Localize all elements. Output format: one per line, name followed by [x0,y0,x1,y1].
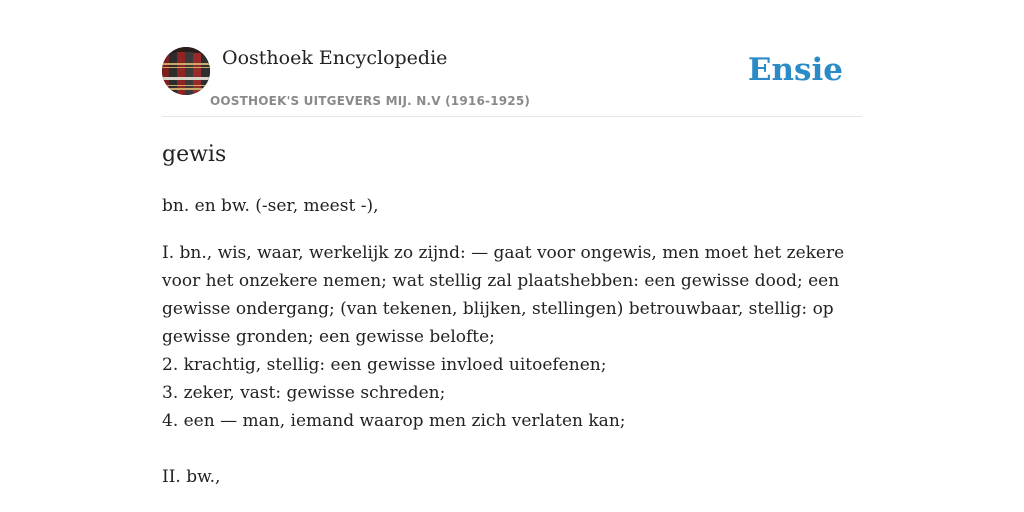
ensie-brand-link[interactable]: Ensie [747,52,843,88]
site-header [162,0,862,117]
entry-sense-ii: II. bw., [162,467,221,487]
site-title[interactable]: Oosthoek Encyclopedie [222,47,448,69]
entry-body [162,192,862,491]
entry-sense-1: I. bn., wis, waar, werkelijk zo zijnd: — gaat voor ongewis, men moet het zekere voor het onzekere nemen; wat stellig zal plaatshebben: een gewisse dood; een gewisse ondergang; (van tekenen, blijken, stellingen) betrouwbaar, stellig: op gewisse gronden; een gewisse belofte; [162,243,845,347]
entry-sense-2: 2. krachtig, stellig: een gewisse invloed uitoefenen; [162,355,607,375]
publisher-subtitle: OOSTHOEK'S UITGEVERS MIJ. N.V (1916-1925) [210,94,531,108]
book-spines-icon[interactable] [162,47,210,95]
entry-sense-4: 4. een — man, iemand waarop men zich verlaten kan; [162,411,626,431]
entry-title: gewis [162,142,227,167]
entry-sense-3: 3. zeker, vast: gewisse schreden; [162,383,446,403]
page-container [162,0,862,512]
entry-grammar: bn. en bw. (-ser, meest -), [162,196,379,216]
